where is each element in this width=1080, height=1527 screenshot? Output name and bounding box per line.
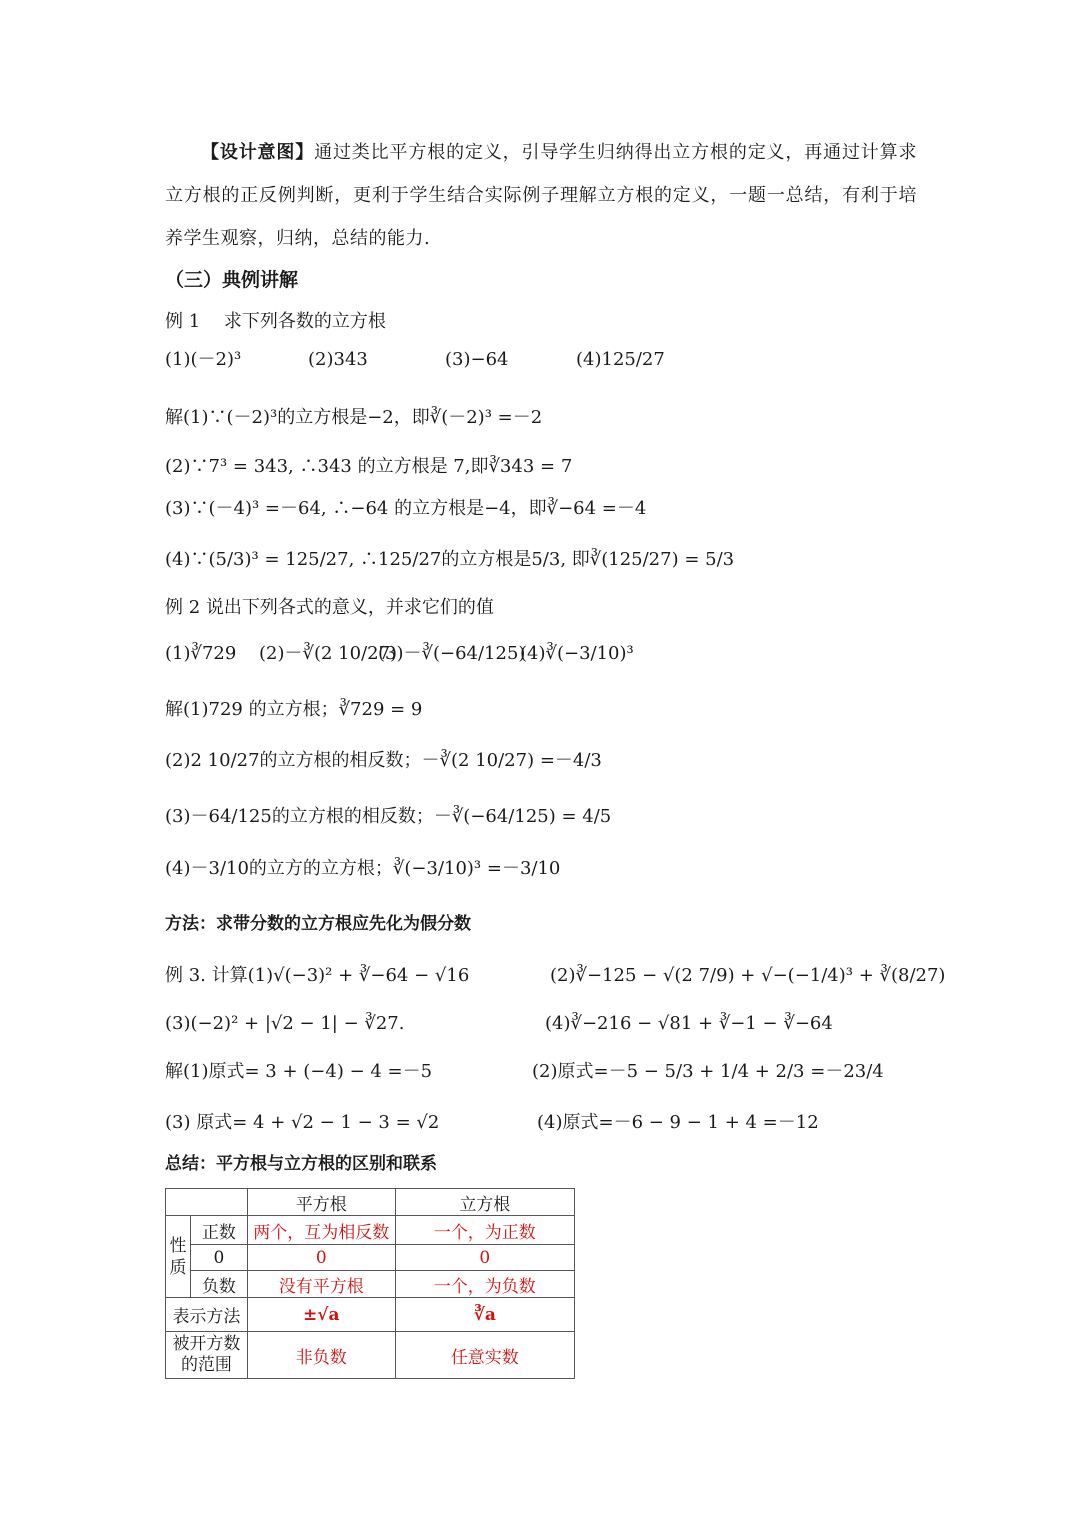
design-intent-paragraph: [165, 131, 917, 260]
cell-cube: 0: [395, 1245, 574, 1271]
row-label: 0: [190, 1245, 247, 1271]
example3-solution-line: (3) 原式= 4 + √2 − 1 − 3 = √2: [165, 1112, 440, 1133]
cell-cube: 一个，为负数: [395, 1271, 574, 1298]
example3-item: [165, 964, 469, 988]
example1-title: 例 1 求下列各数的立方根: [165, 311, 386, 332]
example2-item: (1)∛729: [165, 643, 237, 664]
row-label: 正数: [190, 1216, 247, 1245]
example2-solution-line: (3)－64/125的立方根的相反数；－∛(−64/125) = 4/5: [165, 806, 612, 827]
example3-item: (4)∛−216 − √81 + ∛−1 − ∛−64: [545, 1013, 833, 1034]
example2-item: (3)－∛(−64/125): [378, 643, 526, 664]
cell-square: 两个，互为相反数: [247, 1216, 395, 1245]
cell-square: 0: [247, 1245, 395, 1271]
table-row: [166, 1332, 575, 1379]
summary-title: 总结：平方根与立方根的区别和联系: [165, 1154, 437, 1174]
example3-item: (3)(−2)² + |√2 − 1| − ∛27.: [165, 1013, 405, 1034]
example3-solution-line: (4)原式=－6 − 9 − 1 + 4 =－12: [537, 1112, 819, 1133]
example3-item: (2)∛−125 − √(2 7/9) + √−(−1/4)³ + ∛(8/27): [550, 965, 946, 986]
table-row: [166, 1298, 575, 1332]
method-note: 方法：求带分数的立方根应先化为假分数: [165, 914, 471, 934]
property-group-label: 性质: [166, 1216, 191, 1298]
row-label: 表示方法: [166, 1298, 248, 1332]
example2-solution-line: (2)2 10/27的立方根的相反数；－∛(2 10/27) =－4/3: [165, 750, 602, 771]
design-intent-label: 【设计意图】: [201, 142, 315, 163]
cell-square: 没有平方根: [247, 1271, 395, 1298]
example2-solution-line: 解(1)729 的立方根；∛729 = 9: [165, 699, 423, 720]
example1-solution-line: 解(1)∵(－2)³的立方根是−2，即∛(－2)³ =－2: [165, 407, 543, 428]
example3-solution-line: 解(1)原式= 3 + (−4) − 4 =－5: [165, 1061, 433, 1082]
example3-title: 例 3. 计算: [165, 965, 248, 986]
example2-item: (2)－∛(2 10/27): [259, 643, 398, 664]
example2-item: (4)∛(−3/10)³: [520, 643, 634, 664]
table-row: [166, 1271, 575, 1298]
example2-title: 例 2 说出下列各式的意义，并求它们的值: [165, 597, 494, 618]
cell-cube: 任意实数: [395, 1332, 574, 1379]
table-row: [166, 1189, 575, 1216]
section-title: （三）典例讲解: [165, 269, 299, 291]
row-label: 负数: [190, 1271, 247, 1298]
cell-square: 非负数: [247, 1332, 395, 1379]
example1-item: (2)343: [308, 349, 368, 370]
table-row: [166, 1216, 575, 1245]
example1-item: (4)125/27: [576, 349, 665, 370]
table-corner-cell: [166, 1189, 248, 1216]
example2-solution-line: (4)－3/10的立方的立方根；∛(−3/10)³ =－3/10: [165, 858, 561, 879]
column-header-square-root: 平方根: [247, 1189, 395, 1216]
cell-cube: ∛a: [395, 1298, 574, 1332]
example3-solution-line: (2)原式=－5 − 5/3 + 1/4 + 2/3 =－23/4: [532, 1061, 884, 1082]
example1-item: (3)−64: [445, 349, 509, 370]
cell-square: ±√a: [247, 1298, 395, 1332]
summary-table: [165, 1188, 575, 1379]
cell-cube: 一个，为正数: [395, 1216, 574, 1245]
design-intent-text: 通过类比平方根的定义，引导学生归纳得出立方根的定义，再通过计算求立方根的正反例判断，更利于学生结合实际例子理解立方根的定义，一题一总结，有利于培养学生观察，归纳，总结的能力.: [165, 142, 917, 249]
example1-solution-line: (4)∵(5/3)³ = 125/27, ∴125/27的立方根是5/3, 即∛(125/27) = 5/3: [165, 549, 735, 570]
example3-item-1: (1)√(−3)² + ∛−64 − √16: [247, 965, 470, 986]
row-label: 被开方数的范围: [166, 1332, 248, 1379]
example1-solution-line: (2)∵7³ = 343, ∴343 的立方根是 7,即∛343 = 7: [165, 456, 573, 477]
example1-item: (1)(－2)³: [165, 349, 242, 370]
table-row: [166, 1245, 575, 1271]
column-header-cube-root: 立方根: [395, 1189, 574, 1216]
example1-solution-line: (3)∵(－4)³ =－64, ∴−64 的立方根是−4，即∛−64 =－4: [165, 498, 647, 519]
